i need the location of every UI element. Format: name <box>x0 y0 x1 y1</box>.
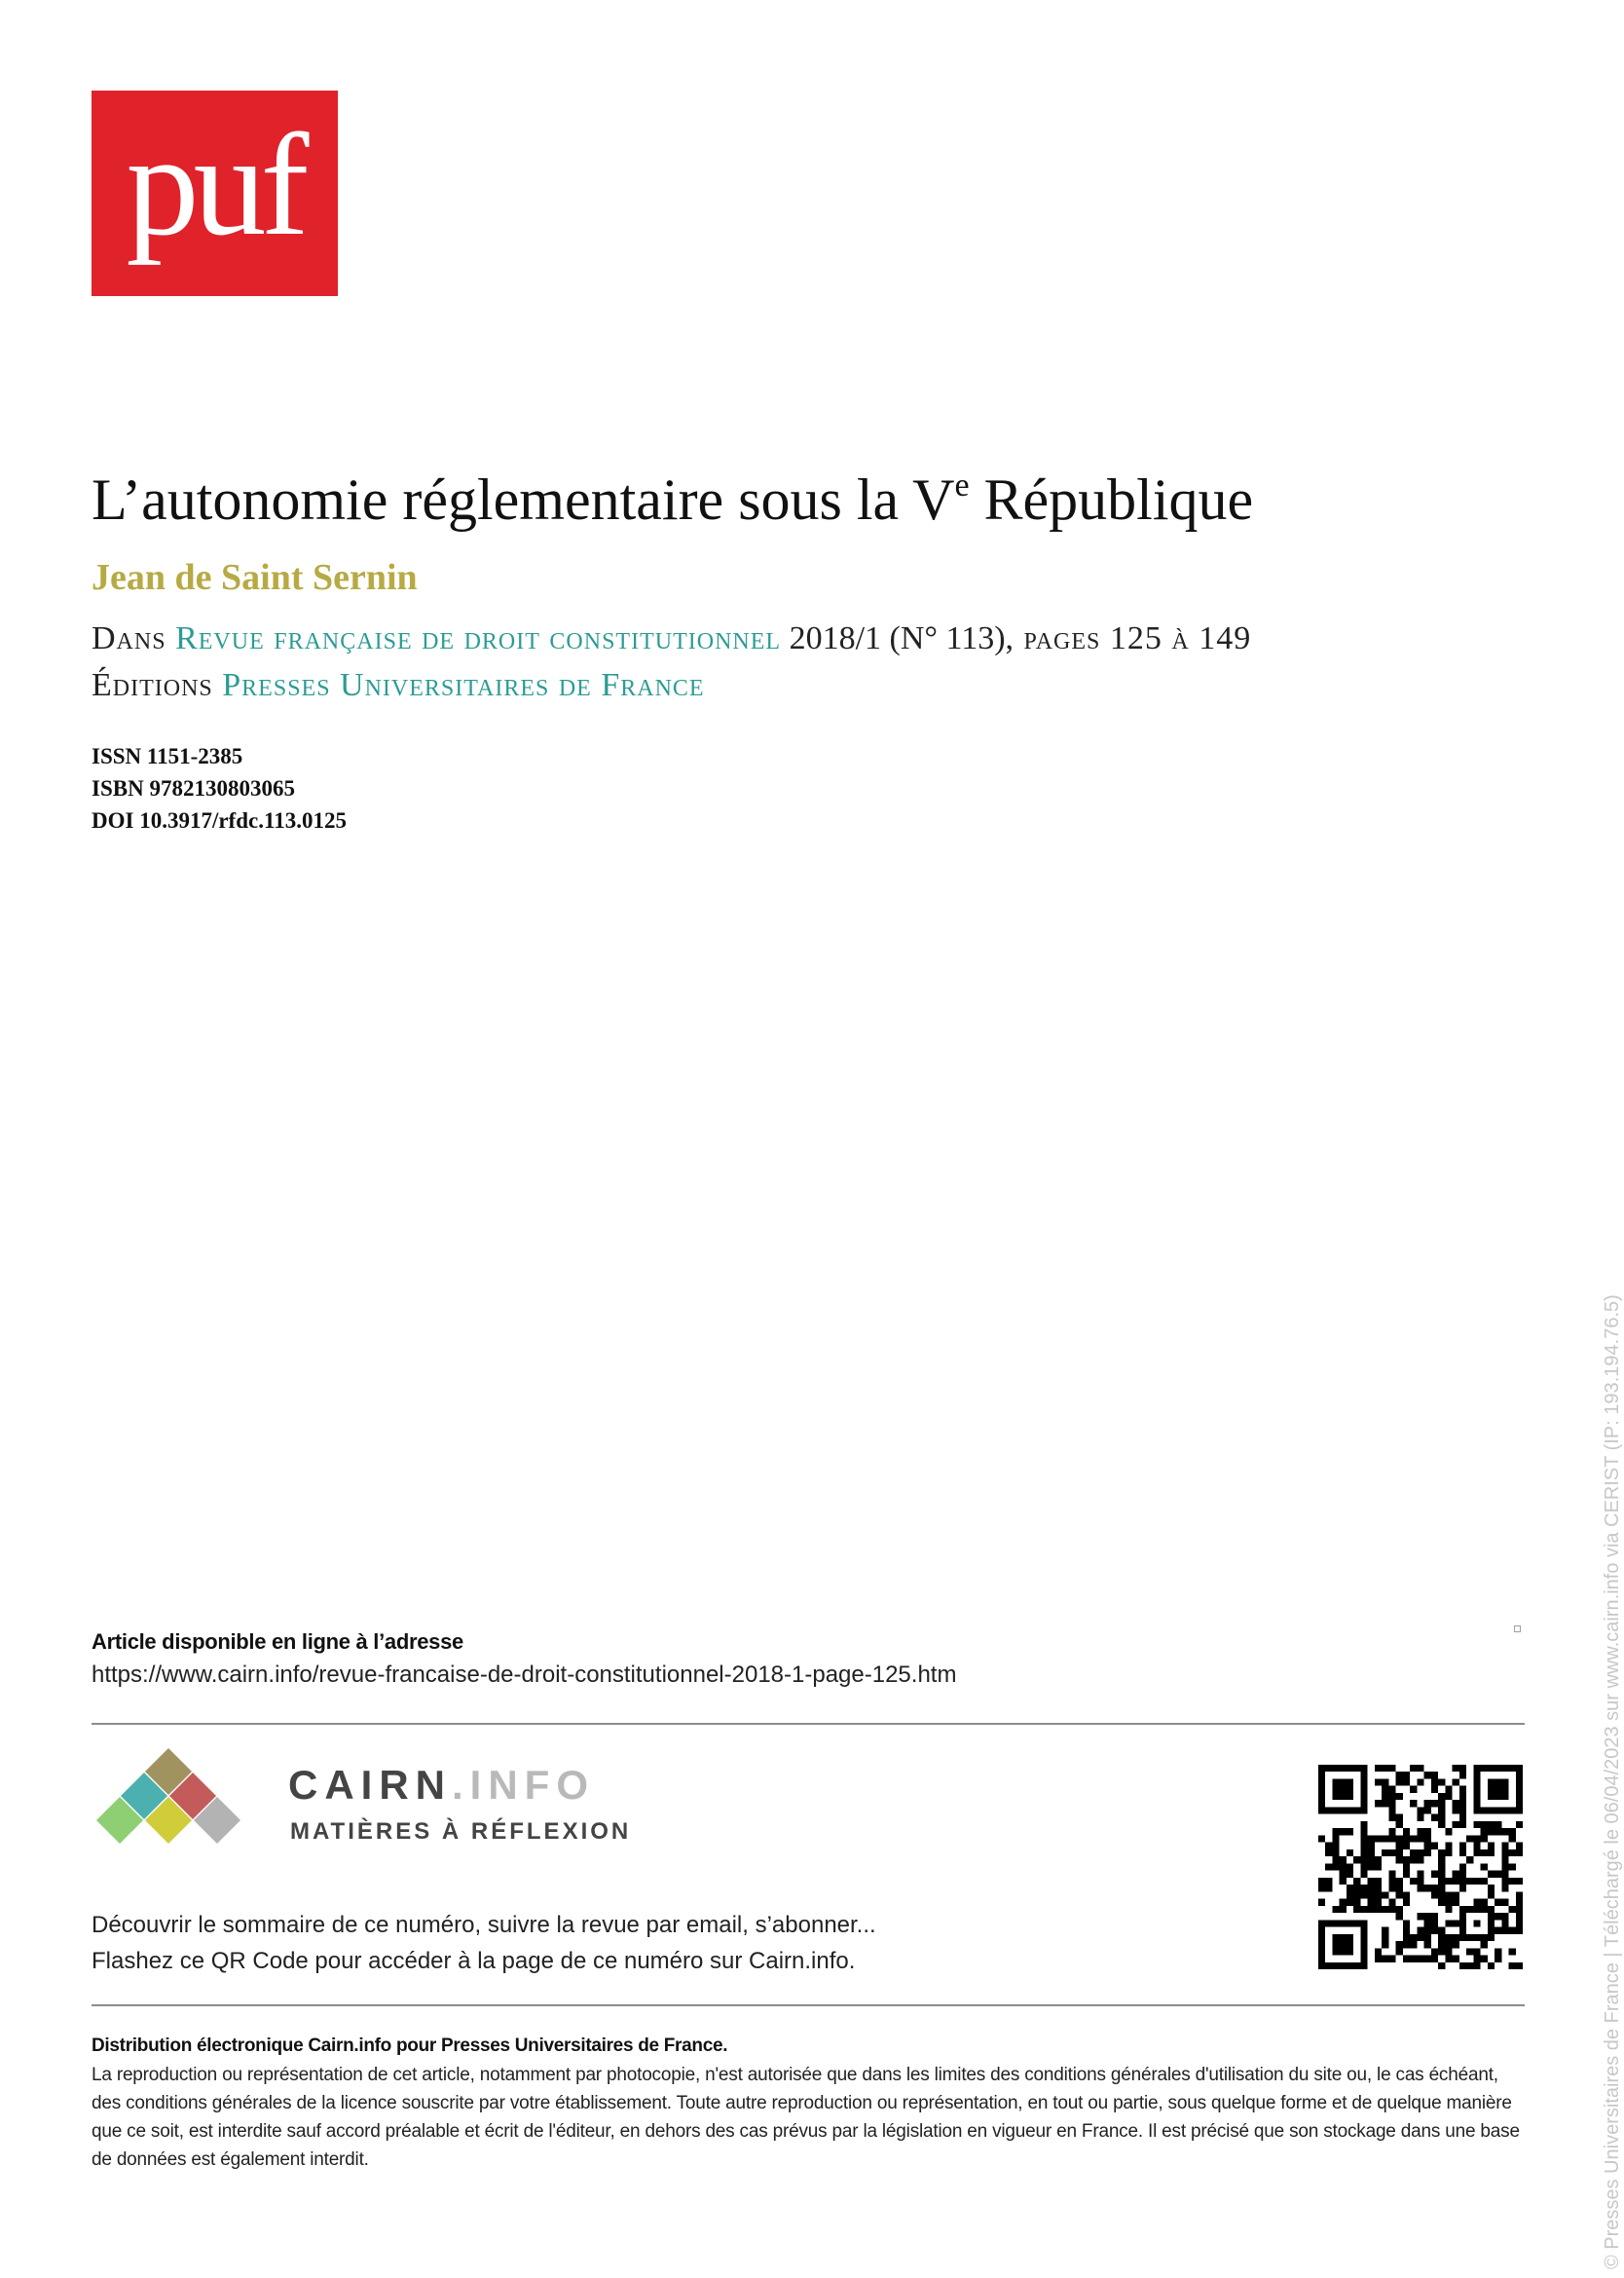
cairn-name-suffix: .INFO <box>452 1762 595 1808</box>
puf-logo-text: puf <box>126 103 304 266</box>
cairn-logo-icon <box>92 1753 267 1870</box>
qr-code-icon[interactable] <box>1318 1765 1523 1969</box>
title-end: République <box>969 467 1254 532</box>
small-square-icon <box>1514 1625 1521 1632</box>
article-title <box>92 466 1253 534</box>
puf-logo <box>92 91 338 296</box>
discover-line-2: Flashez ce QR Code pour accéder à la page de ce numéro sur Cairn.info. <box>92 1948 856 1974</box>
discover-line-1: Découvrir le sommaire de ce numéro, suivre la revue par email, s’abonner... <box>92 1912 876 1938</box>
cairn-tagline: MATIÈRES À RÉFLEXION <box>290 1818 632 1845</box>
issue-number: 2018/1 (N° 113) <box>789 620 1006 656</box>
journal-link[interactable]: Revue française de droit constitutionnel <box>175 620 782 656</box>
cairn-name: CAIRN <box>288 1762 452 1808</box>
article-url-link[interactable]: https://www.cairn.info/revue-francaise-de-droit-constitutionnel-2018-1-page-125.htm <box>92 1662 957 1688</box>
editions-prefix: Éditions <box>92 667 223 703</box>
discover-text <box>92 1907 876 1979</box>
doi: DOI 10.3917/rfdc.113.0125 <box>92 808 347 833</box>
distribution-notice: La reproduction ou représentation de cet article, notamment par photocopie, n'est autorisée que dans les limites des conditions générales d'utilisation du site ou, le cas échéant, des conditions générales de la licence souscrite par votre établissement. Toute autre reproduction ou représentation, en tout ou partie, sous quelque forme et de quelque manière que ce soit, est interdite sauf accord préalable et écrit de l'éditeur, en dehors des cas prévus par la législation en vigueur en France. Il est précisé que son stockage dans une base de données est également interdit. <box>92 2065 1520 2170</box>
author-link[interactable]: Jean de Saint Sernin <box>92 557 418 598</box>
divider-top <box>92 1723 1525 1725</box>
issn: ISSN 1151-2385 <box>92 744 243 768</box>
availability-heading: Article disponible en ligne à l’adresse <box>92 1629 463 1654</box>
download-watermark: © Presses Universitaires de France | Téléchargé le 06/04/2023 sur www.cairn.info via CERIST (IP: 193.194.76.5) <box>1602 1294 1623 2269</box>
cairn-wordmark <box>288 1761 595 1810</box>
in-prefix: Dans <box>92 620 176 656</box>
title-main: L’autonomie réglementaire sous la V <box>92 467 955 532</box>
journal-line <box>92 617 1251 660</box>
distribution-heading: Distribution électronique Cairn.info pour Presses Universitaires de France. <box>92 2035 728 2056</box>
identifiers <box>92 740 347 837</box>
divider-bottom <box>92 2004 1525 2006</box>
page-range: , pages 125 à 149 <box>1005 620 1252 656</box>
isbn: ISBN 9782130803065 <box>92 776 295 801</box>
publisher-line <box>92 664 705 707</box>
title-superscript: e <box>954 467 970 504</box>
publisher-link[interactable]: Presses Universitaires de France <box>222 667 705 703</box>
